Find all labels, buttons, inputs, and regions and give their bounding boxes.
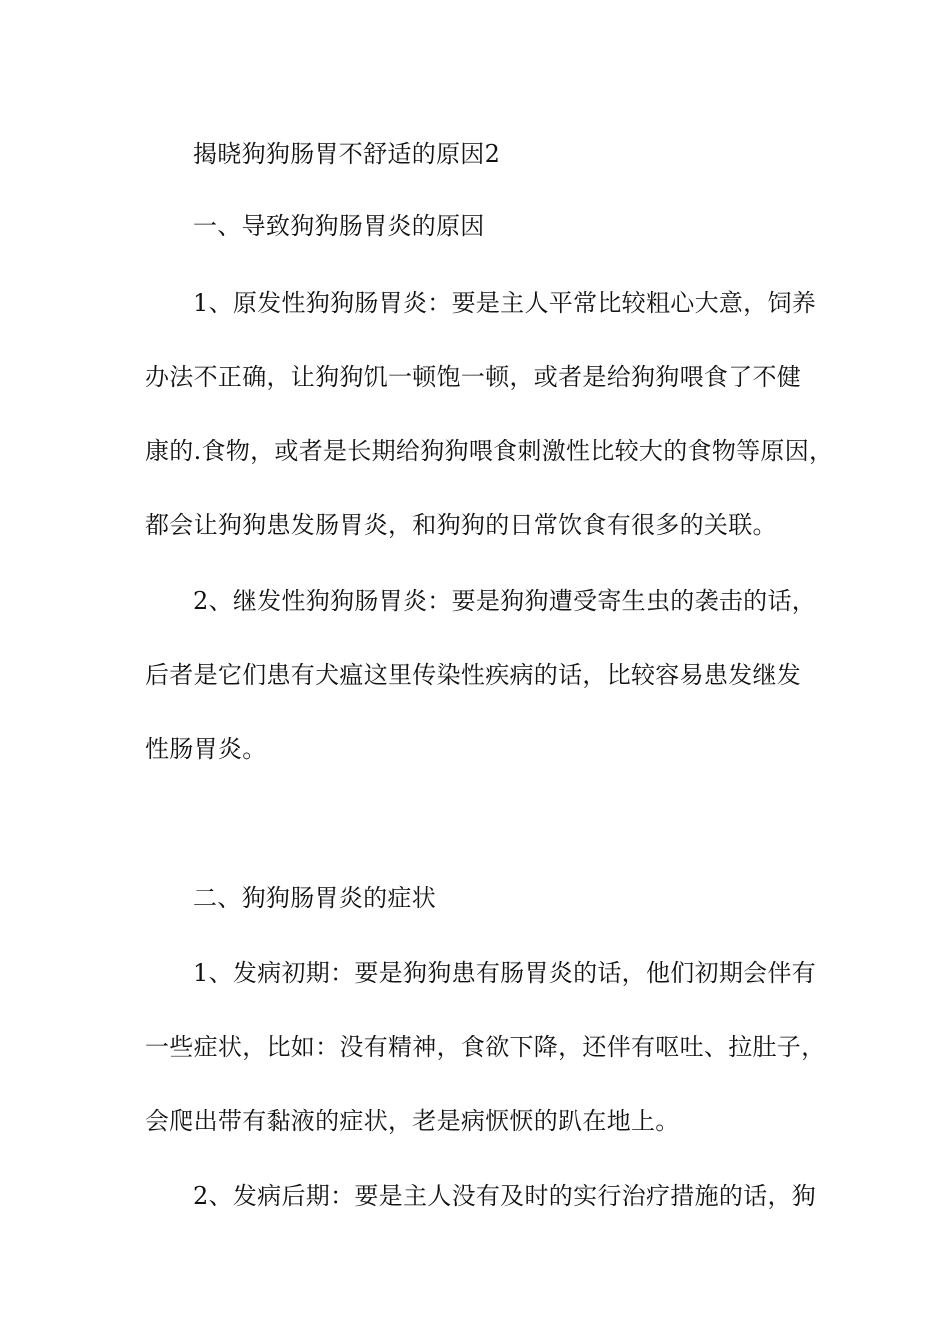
- section-1-item-2-line-2: 后者是它们患有犬瘟这里传染性疾病的话，比较容易患发继发: [145, 661, 802, 689]
- section-2-item-1-line-2: 一些症状，比如：没有精神，食欲下降，还伴有呕吐、拉肚子，: [145, 1033, 826, 1061]
- section-1-item-1-line-1: 1、原发性狗狗肠胃炎：要是主人平常比较粗心大意，饲养: [193, 289, 817, 317]
- section-1-heading: 一、导致狗狗肠胃炎的原因: [193, 212, 485, 240]
- section-1-item-1-line-3: 康的.食物，或者是长期给狗狗喂食刺激性比较大的食物等原因，: [145, 437, 834, 465]
- section-2-heading: 二、狗狗肠胃炎的症状: [193, 884, 436, 912]
- section-2-item-2-line-1: 2、发病后期：要是主人没有及时的实行治疗措施的话，狗: [193, 1182, 817, 1210]
- section-1-item-1-line-4: 都会让狗狗患发肠胃炎，和狗狗的日常饮食有很多的关联。: [145, 511, 777, 539]
- document-title: 揭晓狗狗肠胃不舒适的原因2: [193, 140, 501, 168]
- section-2-item-1-line-3: 会爬出带有黏液的症状，老是病恹恹的趴在地上。: [145, 1107, 680, 1135]
- section-1-item-1-line-2: 办法不正确，让狗狗饥一顿饱一顿，或者是给狗狗喂食了不健: [145, 363, 802, 391]
- section-1-item-2-line-1: 2、继发性狗狗肠胃炎：要是狗狗遭受寄生虫的袭击的话，: [193, 587, 817, 615]
- section-1-item-2-line-3: 性肠胃炎。: [145, 735, 267, 763]
- section-2-item-1-line-1: 1、发病初期：要是狗狗患有肠胃炎的话，他们初期会伴有: [193, 959, 817, 987]
